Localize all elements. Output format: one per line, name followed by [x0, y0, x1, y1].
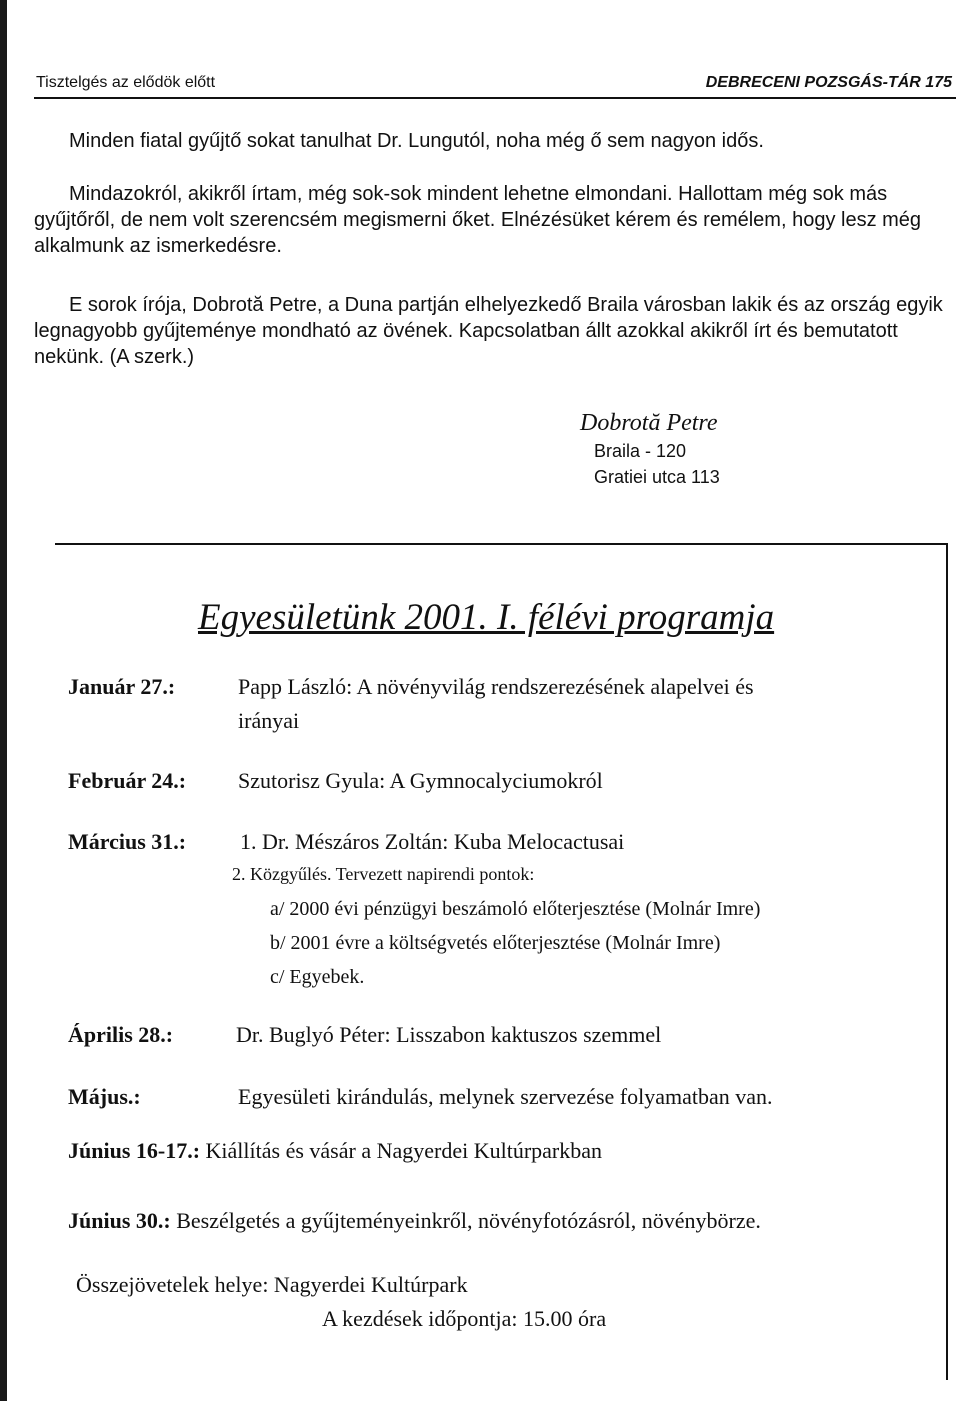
event-text-may: Egyesületi kirándulás, melynek szervezése folyamatban van. — [238, 1084, 773, 1109]
march-item-2: 2. Közgyűlés. Tervezett napirendi pontok: — [232, 864, 535, 884]
page-edge-bar — [0, 0, 7, 1401]
event-date-april: Április 28.: — [68, 1022, 174, 1047]
event-text-january-line1: Papp László: A növényvilág rendszerezésének alapelvei és — [238, 674, 754, 699]
running-header-left: Tisztelgés az elődök előtt — [36, 74, 216, 91]
event-text-january-line2: irányai — [238, 708, 300, 733]
program-title: Egyesületünk 2001. I. félévi programja — [198, 597, 775, 638]
event-text-march: 1. Dr. Mészáros Zoltán: Kuba Melocactusai — [240, 829, 625, 854]
author-city: Braila - 120 — [594, 441, 687, 461]
event-date-february: Február 24.: — [68, 768, 187, 793]
event-row-june-talk: Június 30.: Beszélgetés a gyűjteményeinkről, növényfotózásról, növénybörze. — [68, 1208, 761, 1233]
meeting-start-time: A kezdések időpontja: 15.00 óra — [322, 1306, 607, 1331]
meeting-venue: Összejövetelek helye: Nagyerdei Kultúrpark — [76, 1272, 468, 1297]
header-divider — [34, 97, 956, 99]
event-row-june-fair: Június 16-17.: Kiállítás és vásár a Nagyerdei Kultúrparkban — [68, 1138, 603, 1163]
paragraph-editor-note: E sorok írója, Dobrotă Petre, a Duna partján elhelyezkedő Braila városban lakik és az ország egyik legnagyobb gyűjteménye mondható az övének. Kapcsolatban állt azokkal akikről írt és bemutatott nekünk. (A szerk.) — [34, 294, 943, 368]
event-date-may: Május.: — [68, 1084, 141, 1109]
event-date-march: Március 31.: — [68, 829, 187, 854]
march-agenda-c: c/ Egyebek. — [270, 966, 365, 988]
author-name: Dobrotă Petre — [580, 410, 718, 436]
author-address — [580, 408, 720, 490]
event-text-february: Szutorisz Gyula: A Gymnocalyciumokról — [238, 768, 603, 793]
paragraph-lungu: Minden fiatal gyűjtő sokat tanulhat Dr. Lungutól, noha még ő sem nagyon idős. — [69, 130, 764, 152]
march-agenda-a: a/ 2000 évi pénzügyi beszámoló előterjesztése (Molnár Imre) — [270, 898, 761, 920]
running-header-right: DEBRECENI POZSGÁS-TÁR 175 — [705, 74, 952, 91]
paragraph-collectors: Mindazokról, akikről írtam, még sok-sok mindent lehetne elmondani. Hallottam még sok más gyűjtőről, de nem volt szerencsém megismerni őket. Elnézésüket kérem és remélem, hogy lesz még alkalmunk az ismerkedésre. — [34, 183, 922, 257]
author-street: Gratiei utca 113 — [594, 467, 720, 487]
event-date-january: Január 27.: — [68, 674, 176, 699]
event-text-april: Dr. Buglyó Péter: Lisszabon kaktuszos szemmel — [236, 1022, 662, 1047]
program-box — [55, 543, 948, 1380]
march-agenda-b: b/ 2001 évre a költségvetés előterjesztése (Molnár Imre) — [270, 932, 721, 954]
